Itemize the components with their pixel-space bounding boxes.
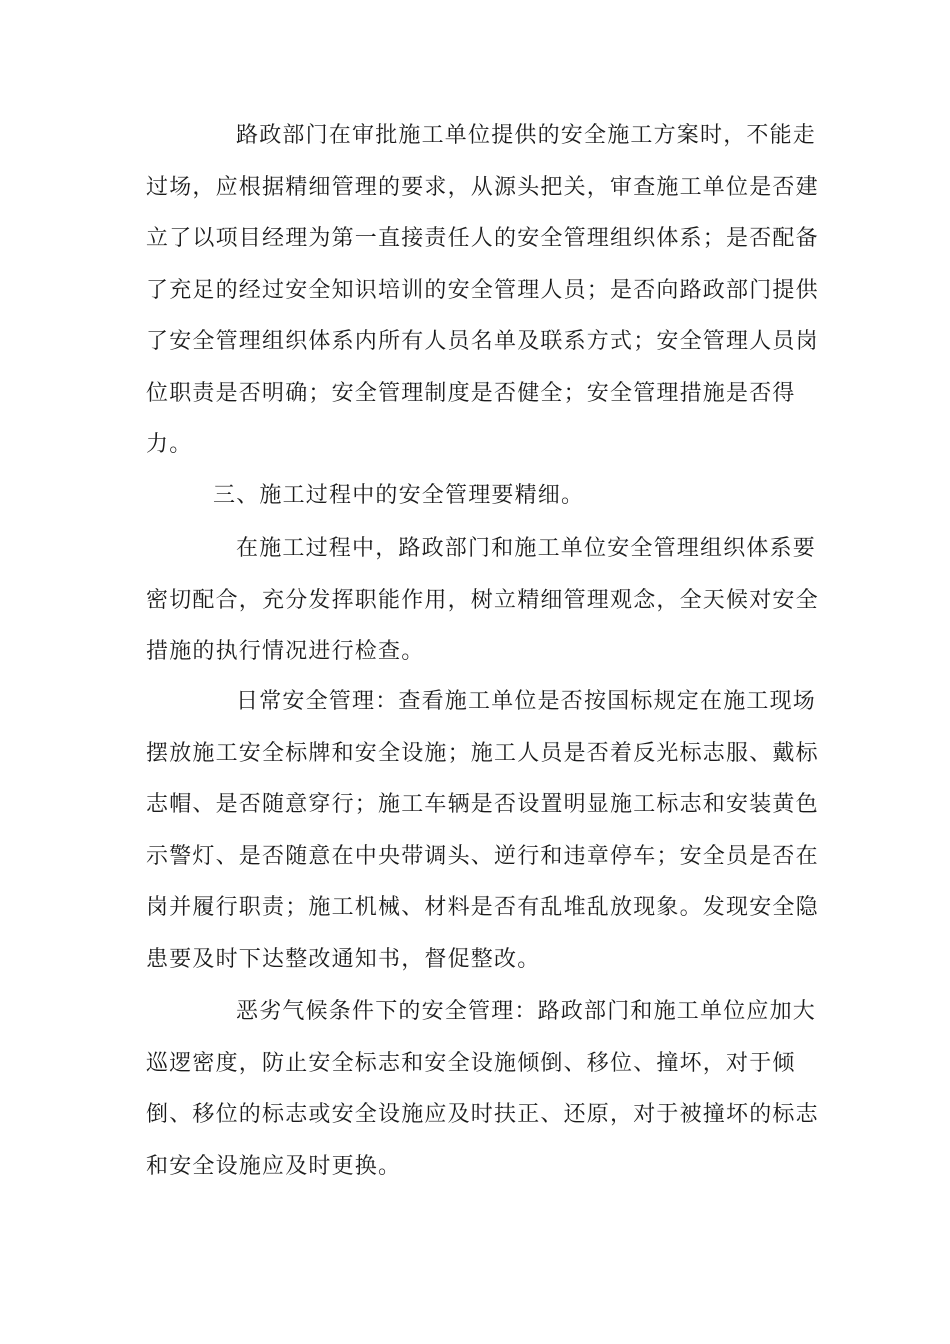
paragraph-daily-management (146, 676, 819, 985)
paragraph-line: 了充足的经过安全知识培训的安全管理人员；是否向路政部门提供 (146, 277, 819, 303)
paragraph-line: 和安全设施应及时更换。 (146, 1153, 402, 1179)
paragraph-line: 摆放施工安全标牌和安全设施；施工人员是否着反光标志服、戴标 (146, 740, 819, 766)
section-heading: 三、施工过程中的安全管理要精细。 (213, 483, 585, 508)
paragraph-line: 在施工过程中，路政部门和施工单位安全管理组织体系要 (236, 536, 817, 561)
paragraph-line: 恶劣气候条件下的安全管理：路政部门和施工单位应加大 (236, 999, 817, 1024)
paragraph-line: 患要及时下达整改通知书，督促整改。 (146, 946, 541, 972)
section-heading-three (146, 470, 806, 522)
paragraph-construction-process (146, 523, 819, 678)
paragraph-line: 力。 (146, 432, 193, 457)
paragraph-line: 立了以项目经理为第一直接责任人的安全管理组织体系；是否配备 (146, 226, 819, 251)
paragraph-line: 示警灯、是否随意在中央带调头、逆行和违章停车；安全员是否在 (146, 843, 819, 869)
paragraph-line: 巡逻密度，防止安全标志和安全设施倾倒、移位、撞坏，对于倾 (146, 1050, 796, 1076)
paragraph-line: 措施的执行情况进行检查。 (146, 639, 425, 664)
paragraph-line: 岗并履行职责；施工机械、材料是否有乱堆乱放现象。发现安全隐 (146, 895, 819, 920)
paragraph-line: 了安全管理组织体系内所有人员名单及联系方式；安全管理人员岗 (146, 329, 819, 354)
paragraph-line: 密切配合，充分发挥职能作用，树立精细管理观念，全天候对安全 (146, 587, 819, 613)
paragraph-approval-review (146, 110, 819, 471)
paragraph-line: 路政部门在审批施工单位提供的安全施工方案时，不能走 (236, 123, 817, 148)
paragraph-line: 志帽、是否随意穿行；施工车辆是否设置明显施工标志和安装黄色 (146, 792, 819, 817)
paragraph-line: 位职责是否明确；安全管理制度是否健全；安全管理措施是否得 (146, 380, 796, 406)
paragraph-line: 日常安全管理：查看施工单位是否按国标规定在施工现场 (236, 689, 817, 714)
paragraph-bad-weather (146, 986, 819, 1192)
paragraph-line: 过场，应根据精细管理的要求，从源头把关，审查施工单位是否建 (146, 174, 819, 200)
paragraph-line: 倒、移位的标志或安全设施应及时扶正、还原，对于被撞坏的标志 (146, 1102, 819, 1127)
